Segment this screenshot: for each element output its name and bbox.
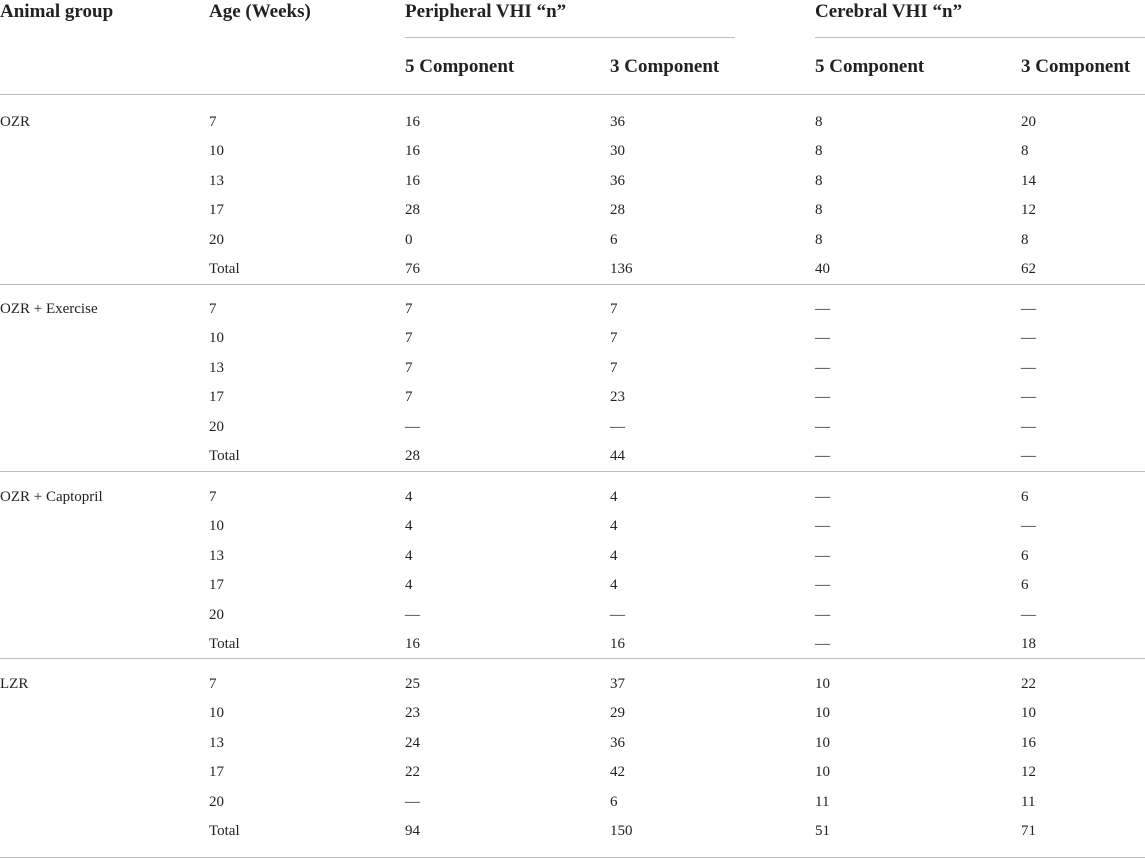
cell-cerebral-5-component: 8 [815, 114, 823, 130]
cell-age: 13 [209, 173, 224, 189]
cell-peripheral-5-component: 94 [405, 823, 420, 839]
cell-age: 7 [209, 676, 217, 692]
cell-peripheral-3-component: 4 [610, 489, 618, 505]
header-animal-group: Animal group [0, 1, 114, 22]
cell-age: Total [209, 261, 240, 277]
cell-cerebral-3-component: 12 [1021, 202, 1036, 218]
cell-cerebral-5-component: — [815, 419, 830, 435]
cell-age: 17 [209, 764, 224, 780]
cell-age: 10 [209, 518, 224, 534]
group-separator-rule [0, 284, 1145, 285]
cell-peripheral-3-component: 36 [610, 114, 625, 130]
cell-cerebral-5-component: 11 [815, 794, 830, 810]
cell-peripheral-3-component: — [610, 419, 625, 435]
header-peripheral-vhi: Peripheral VHI “n” [405, 1, 567, 22]
cell-peripheral-5-component: 22 [405, 764, 420, 780]
cell-cerebral-5-component: 8 [815, 232, 823, 248]
cell-age: Total [209, 823, 240, 839]
cell-age: 20 [209, 232, 224, 248]
cell-cerebral-5-component: — [815, 301, 830, 317]
cell-peripheral-3-component: — [610, 607, 625, 623]
cell-peripheral-3-component: 7 [610, 330, 618, 346]
group-name: LZR [0, 676, 29, 692]
cell-cerebral-5-component: — [815, 636, 830, 652]
cell-cerebral-3-component: — [1021, 448, 1036, 464]
cell-cerebral-3-component: — [1021, 360, 1036, 376]
cell-peripheral-5-component: 24 [405, 735, 420, 751]
cell-peripheral-5-component: 7 [405, 330, 413, 346]
group-name: OZR [0, 114, 30, 130]
cell-cerebral-5-component: 40 [815, 261, 830, 277]
cell-cerebral-3-component: — [1021, 330, 1036, 346]
cell-peripheral-3-component: 28 [610, 202, 625, 218]
cell-peripheral-5-component: 28 [405, 202, 420, 218]
cell-peripheral-5-component: 7 [405, 360, 413, 376]
cell-cerebral-5-component: 10 [815, 764, 830, 780]
cell-peripheral-3-component: 150 [610, 823, 633, 839]
cell-cerebral-5-component: — [815, 489, 830, 505]
cell-age: 10 [209, 330, 224, 346]
header-rule [0, 94, 1145, 95]
cell-age: 10 [209, 143, 224, 159]
cell-peripheral-3-component: 16 [610, 636, 625, 652]
header-peripheral-5-component: 5 Component [405, 56, 515, 77]
cell-peripheral-3-component: 29 [610, 705, 625, 721]
cell-age: 17 [209, 202, 224, 218]
cell-cerebral-3-component: 10 [1021, 705, 1036, 721]
cell-peripheral-5-component: 16 [405, 143, 420, 159]
cell-cerebral-3-component: 8 [1021, 143, 1029, 159]
group-name: OZR + Captopril [0, 489, 103, 505]
cell-cerebral-5-component: — [815, 330, 830, 346]
cell-peripheral-5-component: 16 [405, 114, 420, 130]
cell-cerebral-5-component: 10 [815, 735, 830, 751]
cell-cerebral-5-component: — [815, 518, 830, 534]
cell-cerebral-3-component: — [1021, 389, 1036, 405]
cell-peripheral-5-component: 25 [405, 676, 420, 692]
cell-cerebral-3-component: — [1021, 419, 1036, 435]
cell-age: 17 [209, 389, 224, 405]
cell-cerebral-3-component: 18 [1021, 636, 1036, 652]
cell-peripheral-5-component: — [405, 419, 420, 435]
cell-cerebral-5-component: — [815, 548, 830, 564]
cell-peripheral-3-component: 6 [610, 232, 618, 248]
cell-age: 20 [209, 794, 224, 810]
cell-age: 7 [209, 489, 217, 505]
cell-cerebral-5-component: 8 [815, 143, 823, 159]
cell-cerebral-3-component: 11 [1021, 794, 1036, 810]
cell-peripheral-3-component: 30 [610, 143, 625, 159]
cell-age: 13 [209, 548, 224, 564]
cell-age: 13 [209, 360, 224, 376]
cerebral-subheader-rule [815, 37, 1145, 38]
cell-cerebral-3-component: — [1021, 301, 1036, 317]
cell-peripheral-5-component: 76 [405, 261, 420, 277]
cell-peripheral-3-component: 4 [610, 577, 618, 593]
cell-cerebral-3-component: 14 [1021, 173, 1036, 189]
cell-cerebral-5-component: 10 [815, 676, 830, 692]
cell-peripheral-3-component: 36 [610, 173, 625, 189]
cell-peripheral-3-component: 136 [610, 261, 633, 277]
cell-peripheral-3-component: 36 [610, 735, 625, 751]
cell-cerebral-3-component: 6 [1021, 548, 1029, 564]
cell-cerebral-5-component: 8 [815, 202, 823, 218]
cell-age: 7 [209, 114, 217, 130]
cell-cerebral-5-component: — [815, 448, 830, 464]
cell-peripheral-5-component: — [405, 794, 420, 810]
cell-age: 20 [209, 419, 224, 435]
group-separator-rule [0, 658, 1145, 659]
cell-age: Total [209, 448, 240, 464]
cell-cerebral-3-component: 12 [1021, 764, 1036, 780]
cell-peripheral-5-component: 4 [405, 577, 413, 593]
header-age: Age (Weeks) [209, 1, 311, 22]
group-separator-rule [0, 857, 1145, 858]
peripheral-subheader-rule [405, 37, 735, 38]
cell-age: 7 [209, 301, 217, 317]
cell-cerebral-3-component: 22 [1021, 676, 1036, 692]
cell-peripheral-3-component: 7 [610, 301, 618, 317]
cell-cerebral-5-component: 51 [815, 823, 830, 839]
cell-age: 17 [209, 577, 224, 593]
cell-cerebral-3-component: 71 [1021, 823, 1036, 839]
cell-cerebral-5-component: 8 [815, 173, 823, 189]
cell-peripheral-5-component: 4 [405, 489, 413, 505]
cell-cerebral-3-component: 6 [1021, 489, 1029, 505]
cell-age: 10 [209, 705, 224, 721]
cell-peripheral-3-component: 44 [610, 448, 625, 464]
cell-peripheral-3-component: 4 [610, 548, 618, 564]
cell-cerebral-3-component: 8 [1021, 232, 1029, 248]
cell-peripheral-3-component: 7 [610, 360, 618, 376]
header-cerebral-3-component: 3 Component [1021, 56, 1131, 77]
cell-peripheral-5-component: — [405, 607, 420, 623]
header-cerebral-vhi: Cerebral VHI “n” [815, 1, 963, 22]
cell-cerebral-5-component: — [815, 389, 830, 405]
header-peripheral-3-component: 3 Component [610, 56, 720, 77]
cell-peripheral-3-component: 37 [610, 676, 625, 692]
cell-peripheral-3-component: 23 [610, 389, 625, 405]
cell-cerebral-5-component: — [815, 607, 830, 623]
cell-peripheral-5-component: 4 [405, 518, 413, 534]
cell-peripheral-3-component: 4 [610, 518, 618, 534]
cell-cerebral-3-component: 16 [1021, 735, 1036, 751]
cell-cerebral-5-component: 10 [815, 705, 830, 721]
group-name: OZR + Exercise [0, 301, 98, 317]
cell-peripheral-5-component: 7 [405, 301, 413, 317]
cell-peripheral-5-component: 16 [405, 636, 420, 652]
cell-peripheral-5-component: 0 [405, 232, 413, 248]
cell-cerebral-5-component: — [815, 577, 830, 593]
cell-peripheral-5-component: 28 [405, 448, 420, 464]
cell-cerebral-3-component: 20 [1021, 114, 1036, 130]
cell-cerebral-3-component: 6 [1021, 577, 1029, 593]
group-separator-rule [0, 471, 1145, 472]
cell-cerebral-5-component: — [815, 360, 830, 376]
cell-cerebral-3-component: — [1021, 607, 1036, 623]
cell-cerebral-3-component: 62 [1021, 261, 1036, 277]
cell-age: Total [209, 636, 240, 652]
header-cerebral-5-component: 5 Component [815, 56, 925, 77]
cell-peripheral-5-component: 23 [405, 705, 420, 721]
cell-age: 13 [209, 735, 224, 751]
cell-cerebral-3-component: — [1021, 518, 1036, 534]
cell-peripheral-3-component: 42 [610, 764, 625, 780]
cell-age: 20 [209, 607, 224, 623]
cell-peripheral-3-component: 6 [610, 794, 618, 810]
cell-peripheral-5-component: 7 [405, 389, 413, 405]
cell-peripheral-5-component: 4 [405, 548, 413, 564]
cell-peripheral-5-component: 16 [405, 173, 420, 189]
